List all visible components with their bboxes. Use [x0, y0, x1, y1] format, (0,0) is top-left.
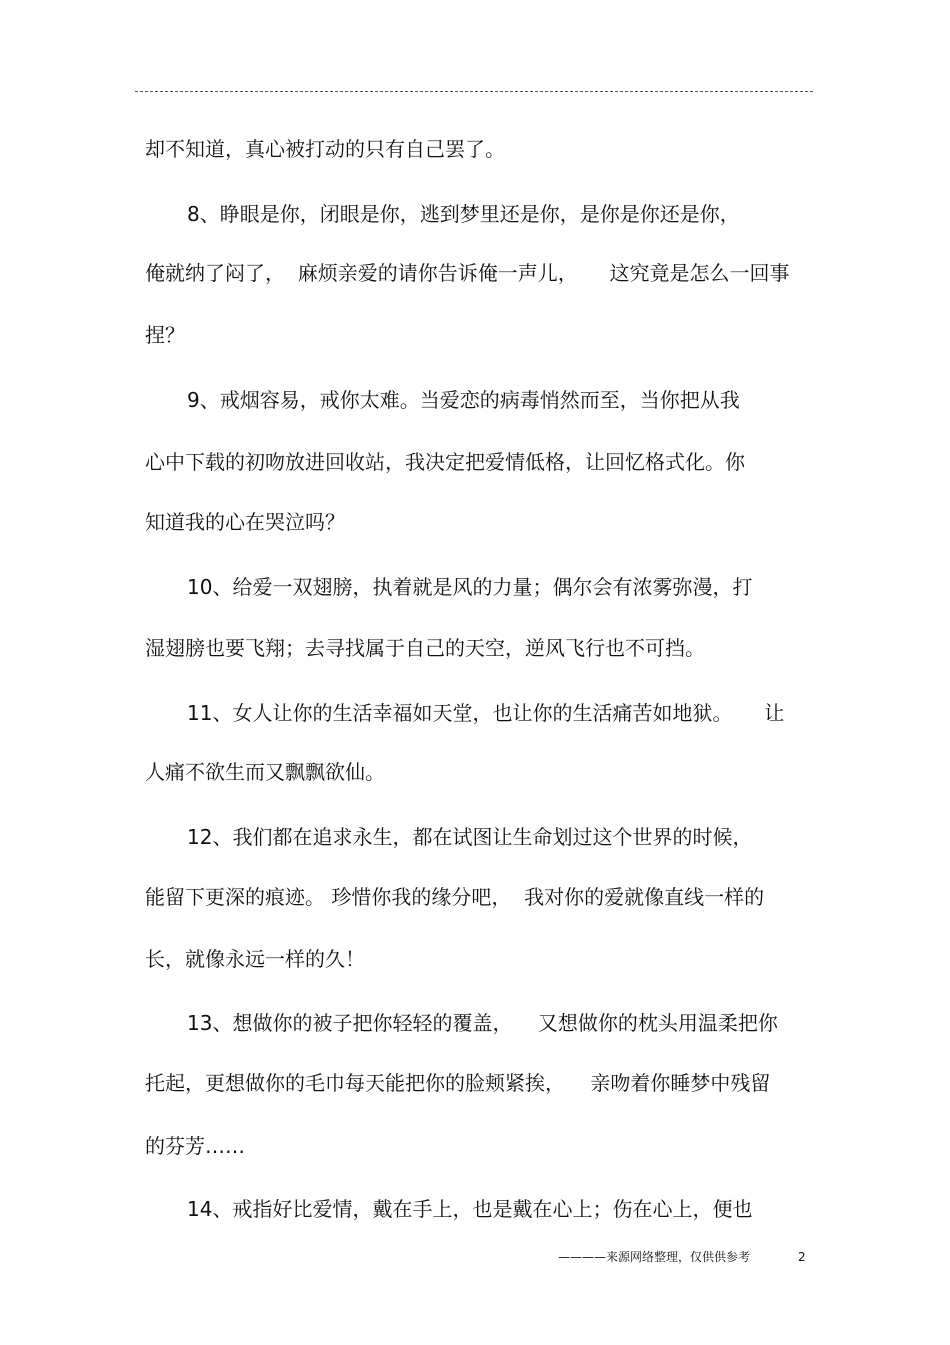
text-line: 能留下更深的痕迹。 珍惜你我的缘分吧， 我对你的爱就像直线一样的 [145, 885, 765, 909]
text-line: 长，就像永远一样的久！ [145, 947, 365, 971]
text-line: 10、给爱一双翅膀，执着就是风的力量；偶尔会有浓雾弥漫，打 [187, 575, 753, 599]
text-line: 11、女人让你的生活幸福如天堂，也让你的生活痛苦如地狱。 让 [187, 701, 785, 725]
text-line: 捏？ [145, 323, 185, 347]
text-line: 8、睁眼是你，闭眼是你，逃到梦里还是你，是你是你还是你， [187, 202, 740, 226]
text-line: 14、戒指好比爱情，戴在手上，也是戴在心上；伤在心上，便也 [187, 1197, 753, 1221]
text-line: 的芬芳…… [145, 1134, 245, 1158]
text-line: 却不知道，真心被打动的只有自己罢了。 [145, 137, 505, 161]
text-line: 13、想做你的被子把你轻轻的覆盖， 又想做你的枕头用温柔把你 [187, 1011, 778, 1035]
text-line: 12、我们都在追求永生，都在试图让生命划过这个世界的时候， [187, 825, 753, 849]
text-line: 俺就纳了闷了， 麻烦亲爱的请你告诉俺一声儿， 这究竟是怎么一回事 [145, 261, 790, 285]
text-line: 9、戒烟容易，戒你太难。当爱恋的病毒悄然而至，当你把从我 [187, 388, 740, 412]
text-line: 心中下载的初吻放进回收站，我决定把爱情低格，让回忆格式化。你 [145, 450, 745, 474]
header-dashed-rule [135, 91, 813, 92]
text-line: 托起，更想做你的毛巾每天能把你的脸颊紧挨， 亲吻着你睡梦中残留 [145, 1071, 771, 1095]
text-line: 湿翅膀也要飞翔；去寻找属于自己的天空，逆风飞行也不可挡。 [145, 636, 705, 660]
footer-source-note: ————来源网络整理，仅供供参考 [558, 1250, 751, 1264]
text-line: 知道我的心在哭泣吗？ [145, 510, 345, 534]
text-line: 人痛不欲生而又飘飘欲仙。 [145, 760, 385, 784]
page-number: 2 [798, 1250, 806, 1264]
